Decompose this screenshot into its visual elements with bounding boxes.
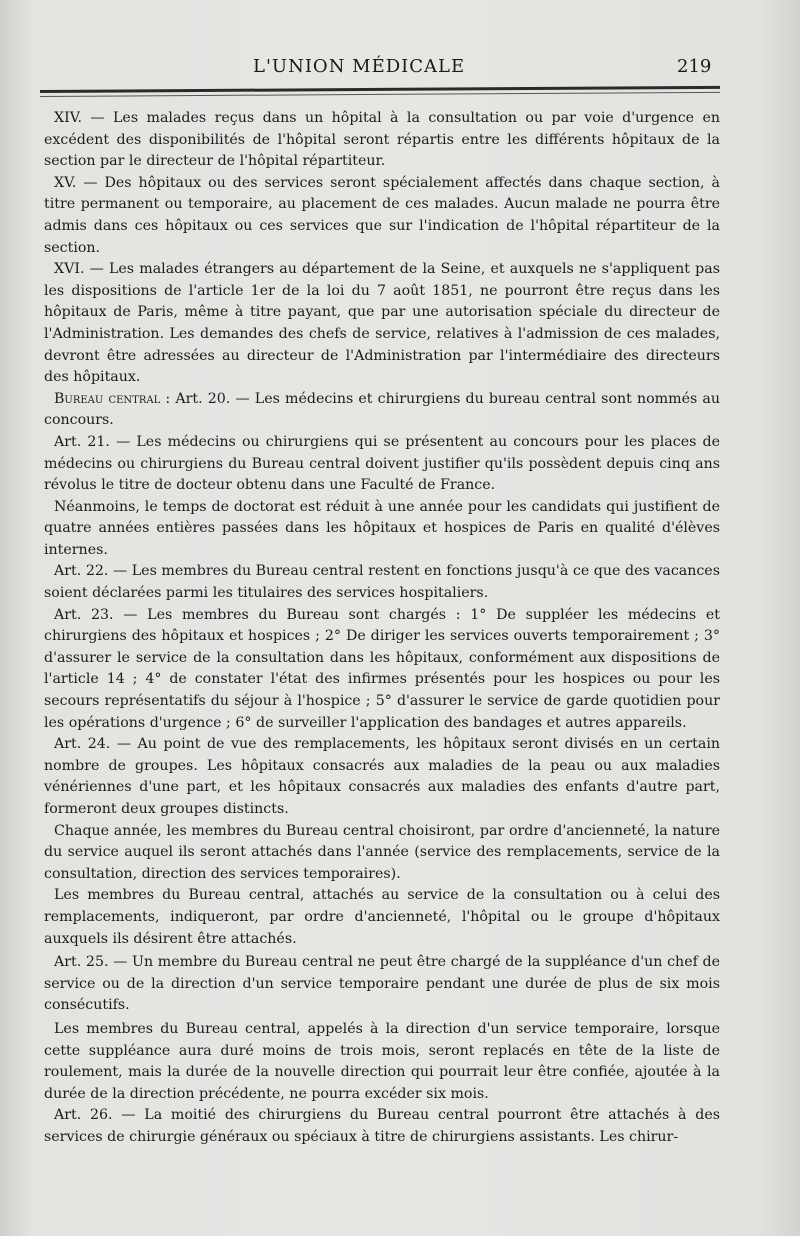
section-lead: Bureau central :	[54, 390, 171, 407]
page-header	[0, 52, 800, 92]
body-text	[44, 108, 720, 1149]
paragraph-art-21: Art. 21. — Les médecins ou chirurgiens qui se présentent au concours pour les places de médecins ou chirurgiens du Bureau central doivent justifier qu'ils possèdent depuis cinq ans révolus le titre de docteur obtenu dans une Faculté de France.	[44, 433, 720, 494]
header-rule-thin	[40, 92, 720, 97]
paragraph-art-26: Art. 26. — La moitié des chirurgiens du Bureau central pourront être attachés à des services de chirurgie généraux ou spéciaux à titre de chirurgiens assistants. Les chirur-	[44, 1107, 720, 1145]
paragraph-xv: XV. — Des hôpitaux ou des services seront spécialement affectés dans chaque section, à titre permanent ou temporaire, au placement de ces malades. Aucun malade ne pourra être admis dans ces hôpitaux ou ces services que sur l'indication de l'hôpital répartiteur de la section.	[44, 174, 720, 256]
paragraph-xiv: XIV. — Les malades reçus dans un hôpital à la consultation ou par voie d'urgence en excédent des disponibilités de l'hôpital seront répartis entre les différents hôpitaux de la section par le directeur de l'hôpital répartiteur.	[44, 110, 720, 170]
paragraph-chaque-annee: Chaque année, les membres du Bureau central choisiront, par ordre d'ancienneté, la nature du service auquel ils seront attachés dans l'année (service des remplacements, service de la consultation, direction des services temporaires).	[44, 822, 720, 882]
paragraph-bureau-central	[44, 389, 720, 432]
paragraph-membres-appeles: Les membres du Bureau central, appelés à la direction d'un service temporaire, lorsque cette suppléance aura duré moins de trois mois, seront replacés en tête de la liste de roulement, mais la durée de la nouvelle direction qui pourrait leur être confiée, ajoutée à la durée de la direction précédente, ne pourra excéder six mois.	[44, 1020, 720, 1102]
paragraph-membres-attaches: Les membres du Bureau central, attachés au service de la consultation ou à celui des remplacements, indiqueront, par ordre d'ancienneté, l'hôpital ou le groupe d'hôpitaux auxquels ils désirent être attachés.	[44, 887, 720, 947]
paragraph-art-20: Art. 20. — Les médecins et chirurgiens du bureau central sont nommés au concours.	[44, 390, 720, 429]
running-title: L'UNION MÉDICALE	[253, 56, 466, 77]
paragraph-art-22: Art. 22. — Les membres du Bureau central restent en fonctions jusqu'à ce que des vacances soient déclarées parmi les titulaires des services hospitaliers.	[44, 563, 720, 602]
paragraph-art-24: Art. 24. — Au point de vue des remplacements, les hôpitaux seront divisés en un certain nombre de groupes. Les hôpitaux consacrés aux maladies de la peau ou aux maladies vénériennes d'une part, et les hôpitaux consacrés aux maladies des enfants d'autre part, formeront deux groupes distincts.	[44, 736, 720, 817]
paragraph-art-23: Art. 23. — Les membres du Bureau sont chargés : 1° De suppléer les médecins et chirurgiens des hôpitaux et hospices ; 2° De diriger les services ouverts temporairement ; 3° d'assurer le service de la consultation dans les hôpitaux, conformément aux dispositions de l'article 14 ; 4° de constater l'état des infirmes présentés pour les hospices ou pour les secours représentatifs du séjour à l'hospice ; 5° d'assurer le service de garde quotidien pour les opérations d'urgence ; 6° de surveiller l'application des bandages et autres appareils.	[44, 606, 720, 731]
page-number: 219	[677, 56, 712, 77]
paragraph-neanmoins: Néanmoins, le temps de doctorat est réduit à une année pour les candidats qui justifient de quatre années entières passées dans les hôpitaux et hospices de Paris en qualité d'élèves internes.	[44, 498, 720, 558]
paragraph-xvi: XVI. — Les malades étrangers au département de la Seine, et auxquels ne s'appliquent pas les dispositions de l'article 1er de la loi du 7 août 1851, ne pourront être reçus dans les hôpitaux de Paris, même à titre payant, que par une autorisation spéciale du directeur de l'Administration. Les demandes des chefs de service, relatives à l'admission de ces malades, devront être adressées au directeur de l'Administration par l'intermédiaire des directeurs des hôpitaux.	[44, 261, 720, 386]
paragraph-art-25: Art. 25. — Un membre du Bureau central ne peut être chargé de la suppléance d'un chef de service ou de la direction d'un service temporaire pendant une durée de plus de six mois consécutifs.	[44, 954, 720, 1014]
